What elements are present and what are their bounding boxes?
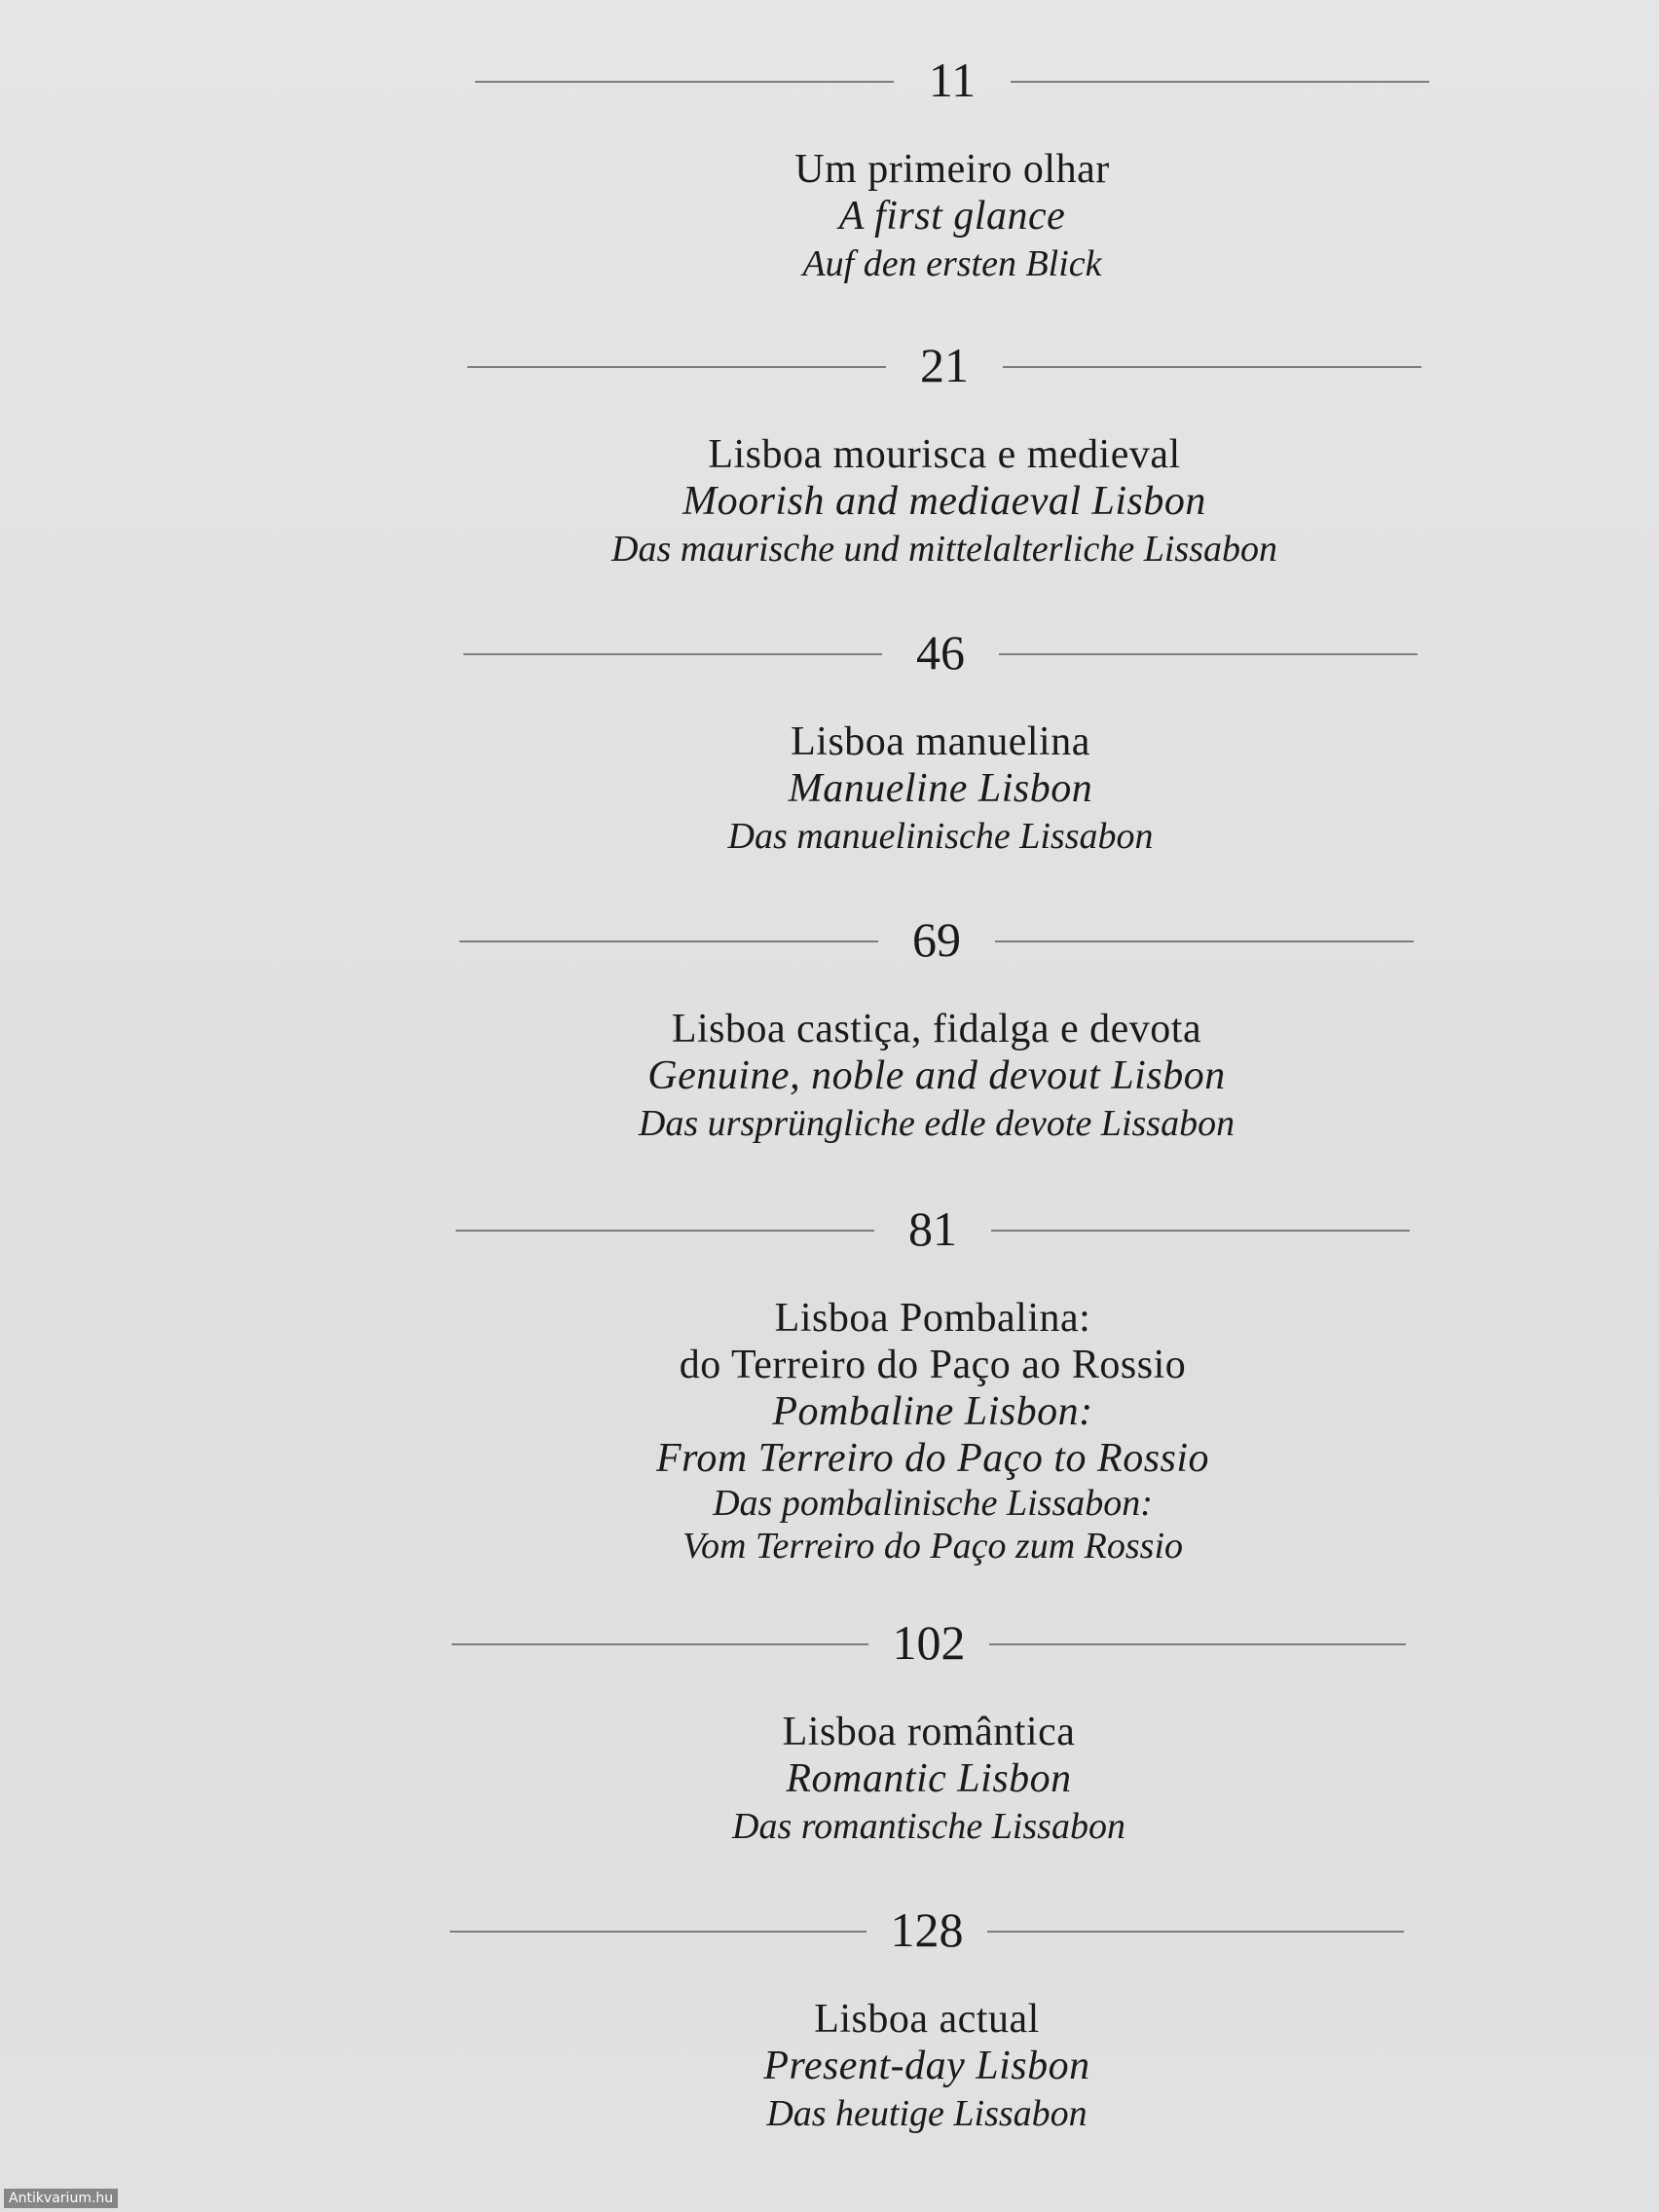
- title-german: Das heutige Lissabon: [766, 2093, 1088, 2134]
- title-german: Das maurische und mittelalterliche Lissabon: [611, 529, 1277, 570]
- entry-header: [460, 910, 1414, 969]
- title-line: Vom Terreiro do Paço zum Rossio: [682, 1526, 1184, 1567]
- entry-header: [467, 336, 1421, 394]
- toc-entry: [460, 910, 1414, 1148]
- entry-header: [456, 1199, 1410, 1258]
- toc-entry: [463, 623, 1418, 861]
- title-english: A first glance: [838, 194, 1066, 239]
- title-english: Present-day Lisbon: [763, 2044, 1090, 2088]
- divider-rule: [987, 1931, 1404, 1933]
- toc-entry: [452, 1613, 1406, 1851]
- title-line: From Terreiro do Paço to Rossio: [655, 1436, 1210, 1481]
- page-number: 102: [892, 1615, 966, 1670]
- title-portuguese: Lisboa manuelina: [791, 719, 1090, 764]
- page-number: 69: [912, 912, 961, 967]
- title-english: [456, 1388, 1410, 1482]
- title-portuguese: [456, 1295, 1410, 1388]
- page-number: 81: [908, 1201, 957, 1256]
- entry-header: [463, 623, 1418, 682]
- divider-rule: [995, 940, 1414, 942]
- toc-entry: [467, 336, 1421, 573]
- toc-entry: [456, 1199, 1410, 1567]
- title-portuguese: Lisboa actual: [814, 1997, 1040, 2042]
- title-english: Manueline Lisbon: [788, 766, 1093, 811]
- title-german: Auf den ersten Blick: [802, 243, 1102, 284]
- divider-rule: [1003, 366, 1421, 368]
- title-english: Moorish and mediaeval Lisbon: [682, 479, 1206, 524]
- title-portuguese: Um primeiro olhar: [794, 147, 1110, 192]
- divider-rule: [989, 1643, 1406, 1645]
- toc-entry: [450, 1900, 1404, 2138]
- title-german: Das romantische Lissabon: [732, 1806, 1125, 1847]
- title-line: Lisboa Pombalina:: [774, 1296, 1091, 1341]
- entry-header: [475, 51, 1429, 109]
- title-english: Genuine, noble and devout Lisbon: [647, 1053, 1226, 1098]
- watermark-label: Antikvarium.hu: [4, 2189, 118, 2208]
- divider-rule: [1011, 81, 1429, 83]
- title-german: Das manuelinische Lissabon: [727, 816, 1154, 857]
- title-german: Das ursprüngliche edle devote Lissabon: [638, 1103, 1235, 1144]
- entry-header: [452, 1613, 1406, 1672]
- page-number: 46: [916, 625, 965, 680]
- title-line: do Terreiro do Paço ao Rossio: [679, 1343, 1187, 1387]
- page-number: 11: [928, 53, 977, 107]
- page-number: 128: [890, 1902, 964, 1957]
- entry-header: [450, 1900, 1404, 1959]
- title-line: Pombaline Lisbon:: [772, 1389, 1093, 1434]
- title-portuguese: Lisboa mourisca e medieval: [708, 432, 1181, 477]
- page-number: 21: [920, 338, 969, 392]
- toc-entry: [475, 51, 1429, 288]
- divider-rule: [991, 1230, 1410, 1232]
- title-portuguese: Lisboa castiça, fidalga e devota: [671, 1007, 1202, 1051]
- divider-rule: [999, 653, 1418, 655]
- title-portuguese: Lisboa romântica: [782, 1710, 1076, 1754]
- title-english: Romantic Lisbon: [786, 1756, 1072, 1801]
- title-line: Das pombalinische Lissabon:: [713, 1483, 1153, 1524]
- title-german: [456, 1482, 1410, 1567]
